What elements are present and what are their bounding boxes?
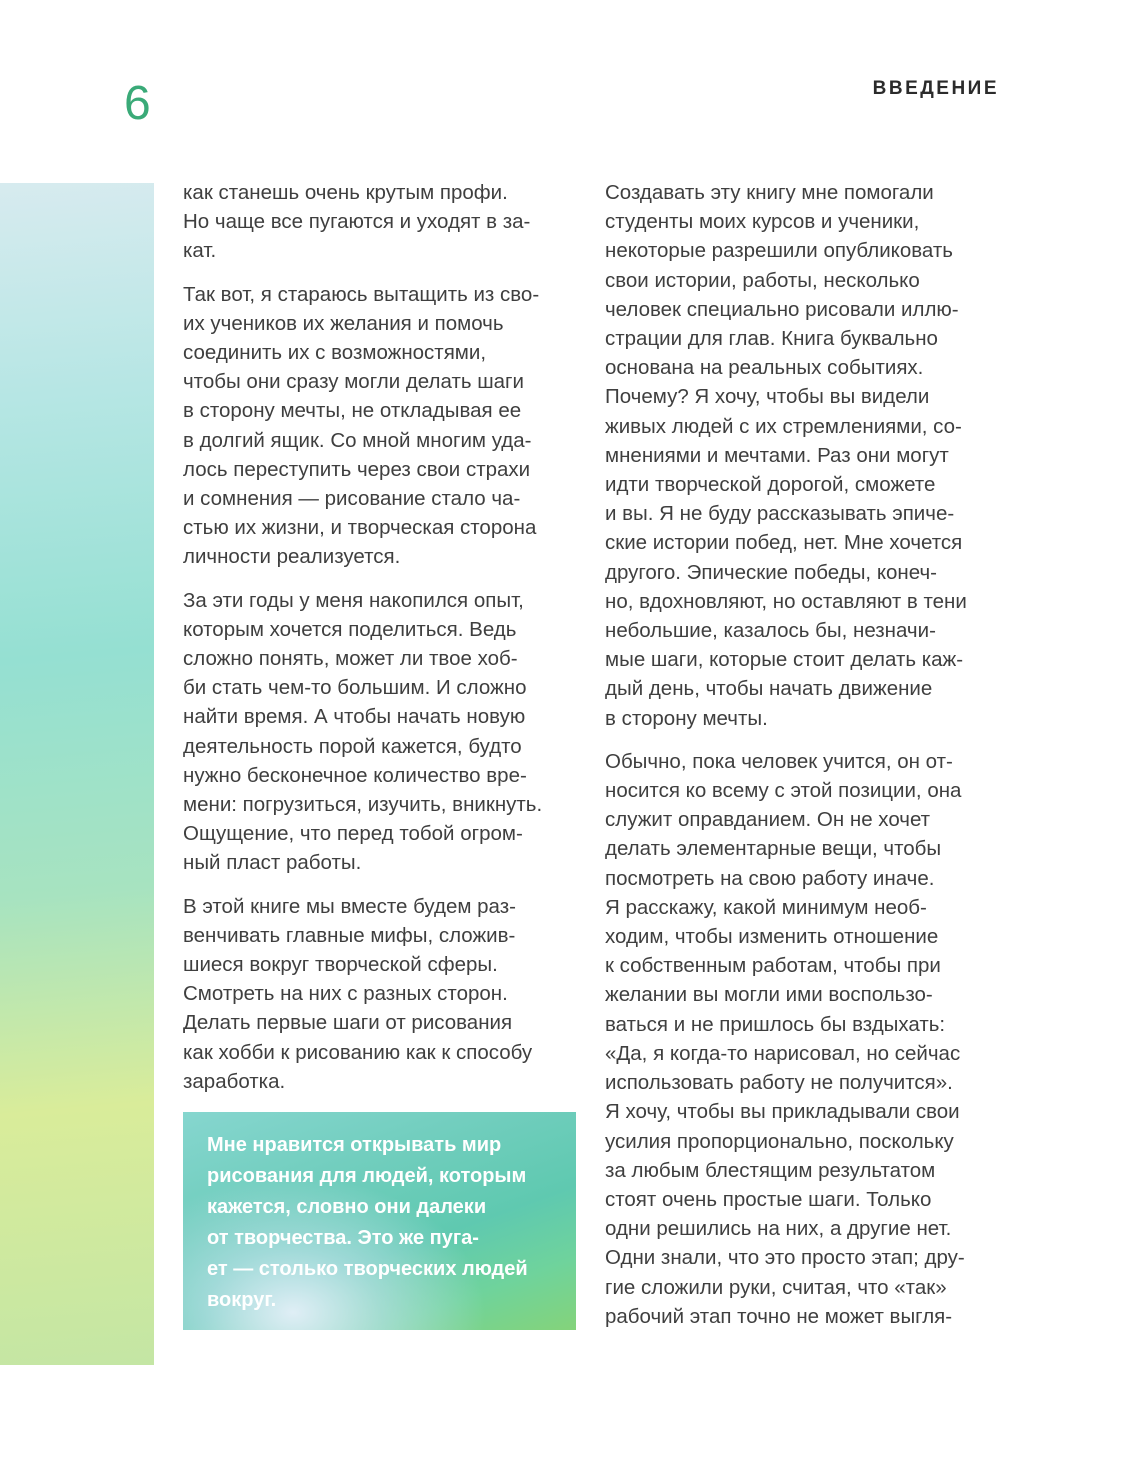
paragraph: как станешь очень крутым профи. Но чаще все пугаются и уходят в за- кат. — [183, 181, 531, 263]
decorative-side-gradient — [0, 183, 154, 1365]
left-text-column — [183, 178, 583, 1330]
page-number: 6 — [124, 77, 151, 130]
paragraph: Создавать эту книгу мне помогали студенты моих курсов и ученики, некоторые разрешили опубликовать свои истории, работы, несколько человек специально рисовали иллю- страции для глав. Книга буквально основана на реальных событиях. Почему? Я хочу, чтобы вы видели живых людей с их стремлениями, со- мнениями и мечтами. Раз они могут идти творческой дорогой, сможете и вы. Я не буду рассказывать эпиче- ские истории побед, нет. Мне хочется другого. Эпические победы, конеч- но, вдохновляют, но оставляют в тени небольшие, казалось бы, незначи- мые шаги, которые стоит делать каж- дый день, чтобы начать движение в сторону мечты. — [605, 181, 967, 730]
paragraph: Так вот, я стараюсь вытащить из сво- их учеников их желания и помочь соединить их с возможностями, чтобы они сразу могли делать шаги в сторону мечты, не откладывая ее в долгий ящик. Со мной многим уда- лось переступить через свои страхи и сомнения — рисование стало ча- стью их жизни, и творческая сторона личности реализуется. — [183, 282, 540, 569]
chapter-title: ВВЕДЕНИЕ — [872, 78, 999, 99]
paragraph: В этой книге мы вместе будем раз- венчивать главные мифы, сложив- шиеся вокруг творческой сферы. Смотреть на них с разных сторон. Делать первые шаги от рисования как хобби к рисованию как к способу заработка. — [183, 894, 533, 1093]
right-text-column — [605, 178, 1005, 1345]
paragraph: Обычно, пока человек учится, он от- носится ко всему с этой позиции, она служит оправданием. Он не хочет делать элементарные вещи, чтобы посмотреть на свою работу иначе. Я расскажу, какой минимум необ- ходим, чтобы изменить отношение к собственным работам, чтобы при желании вы могли ими воспользо- ваться и не пришлось бы вздыхать: «Да, я когда-то нарисовал, но сейчас использовать работу не получится». Я хочу, чтобы вы прикладывали свои усилия пропорционально, поскольку за любым блестящим результатом стоят очень простые шаги. Только одни решились на них, а другие нет. Одни знали, что это просто этап; дру- гие сложили руки, считая, что «так» рабочий этап точно не может выгля- — [605, 749, 965, 1328]
paragraph: За эти годы у меня накопился опыт, которым хочется поделиться. Ведь сложно понять, может ли твое хоб- би стать чем-то большим. И сложно найти время. А чтобы начать новую деятельность порой кажется, будто нужно бесконечное количество вре- мени: погрузиться, изучить, вникнуть. Ощущение, что перед тобой огром- ный пласт работы. — [183, 588, 543, 875]
pull-quote-box — [183, 1112, 576, 1330]
pull-quote-text: Мне нравится открывать мир рисования для людей, которым кажется, словно они далеки от творчества. Это же пуга- ет — столько творческих людей вокруг. — [207, 1134, 528, 1312]
